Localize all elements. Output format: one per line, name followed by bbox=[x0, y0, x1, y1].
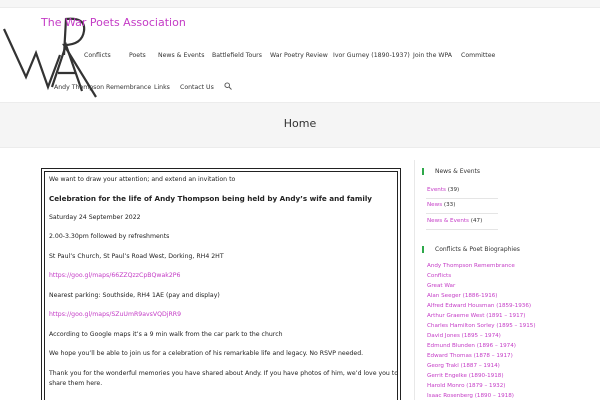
search-icon[interactable] bbox=[224, 82, 232, 90]
sidebar-item-news[interactable] bbox=[427, 202, 455, 208]
intro-text: We want to draw your attention; and extend an invitation to bbox=[49, 176, 236, 183]
nav-item-committee[interactable]: Committee bbox=[461, 52, 496, 59]
event-venue: St Paul’s Church, St Paul’s Road West, Dorking, RH4 2HT bbox=[49, 253, 224, 260]
thanks-text: Thank you for the wonderful memories you have shared about Andy. If you have photos of him, we’d love you to bbox=[49, 370, 399, 377]
nav-item-news-events[interactable]: News & Events bbox=[158, 52, 205, 59]
sidebar-link[interactable]: Great War bbox=[427, 283, 456, 289]
sidebar-link[interactable]: Conflicts bbox=[427, 273, 452, 279]
divider bbox=[426, 198, 498, 199]
nav-item-ivor-gurney[interactable]: Ivor Gurney (1890-1937) bbox=[333, 52, 410, 59]
sidebar-link[interactable]: Alan Seeger (1886-1916) bbox=[427, 293, 498, 299]
sidebar-link[interactable]: David Jones (1895 – 1974) bbox=[427, 333, 501, 339]
conflicts-widget-title: Conflicts & Poet Biographies bbox=[435, 246, 520, 253]
item-count: (39) bbox=[447, 187, 460, 193]
site-title[interactable]: The War Poets Association bbox=[41, 16, 186, 29]
divider bbox=[426, 213, 498, 214]
page-title: Home bbox=[283, 117, 317, 130]
main-nav bbox=[0, 0, 600, 100]
sidebar-link[interactable]: Andy Thompson Remembrance bbox=[427, 263, 515, 269]
venue-map-link[interactable]: https://goo.gl/maps/66ZZQzzCpBQwak2P6 bbox=[49, 272, 181, 279]
parking-info: Nearest parking: Southside, RH4 1AE (pay and display) bbox=[49, 292, 220, 299]
sidebar-item-news-events[interactable] bbox=[427, 218, 482, 224]
thanks-text-cont: share them here. bbox=[49, 380, 103, 387]
nav-item-war-poetry-review[interactable]: War Poetry Review bbox=[270, 52, 328, 59]
sidebar-item-events[interactable] bbox=[427, 187, 459, 193]
event-date: Saturday 24 September 2022 bbox=[49, 214, 141, 221]
sidebar-link[interactable]: Harold Monro (1879 – 1932) bbox=[427, 383, 506, 389]
nav-item-contact-us[interactable]: Contact Us bbox=[180, 84, 214, 91]
nav-item-andy-thompson-remembrance[interactable]: Andy Thompson Remembrance bbox=[54, 84, 152, 91]
sidebar-link[interactable]: Gerrit Engelke (1890-1918) bbox=[427, 373, 504, 379]
sidebar-link[interactable]: Alfred Edward Housman (1859-1936) bbox=[427, 303, 532, 309]
sidebar-link[interactable]: Georg Trakl (1887 – 1914) bbox=[427, 363, 500, 369]
sidebar-item-label[interactable]: Events bbox=[427, 187, 446, 193]
news-events-widget-title: News & Events bbox=[435, 168, 481, 175]
rsvp-text: We hope you’ll be able to join us for a celebration of his remarkable life and legacy. No RSVP needed. bbox=[49, 350, 364, 357]
sidebar-divider bbox=[414, 160, 415, 400]
walking-info: According to Google maps it’s a 9 min walk from the car park to the church bbox=[49, 331, 283, 338]
event-heading: Celebration for the life of Andy Thompson being held by Andy’s wife and family bbox=[49, 194, 372, 203]
sidebar-link[interactable]: Edmund Blunden (1896 – 1974) bbox=[427, 343, 516, 349]
content-inner-border bbox=[44, 171, 398, 400]
nav-item-join-the-wpa[interactable]: Join the WPA bbox=[413, 52, 453, 59]
nav-item-links[interactable]: Links bbox=[154, 84, 170, 91]
sidebar-link[interactable]: Charles Hamilton Sorley (1895 – 1915) bbox=[427, 323, 536, 329]
parking-map-link[interactable]: https://goo.gl/maps/SZuUmR9avsVQDjRR9 bbox=[49, 311, 182, 318]
item-count: (47) bbox=[470, 218, 483, 224]
sidebar-link[interactable]: Isaac Rosenberg (1890 – 1918) bbox=[427, 393, 514, 399]
divider bbox=[426, 229, 498, 230]
sidebar-item-label[interactable]: News & Events bbox=[427, 218, 469, 224]
nav-item-poets[interactable]: Poets bbox=[129, 52, 146, 59]
sidebar-link[interactable]: Edward Thomas (1878 – 1917) bbox=[427, 353, 513, 359]
event-time: 2.00-3.30pm followed by refreshments bbox=[49, 233, 170, 240]
sidebar-link[interactable]: Arthur Graeme West (1891 – 1917) bbox=[427, 313, 526, 319]
nav-item-battlefield-tours[interactable]: Battlefield Tours bbox=[212, 52, 262, 59]
item-count: (33) bbox=[443, 202, 456, 208]
nav-item-conflicts[interactable]: Conflicts bbox=[84, 52, 111, 59]
widget-accent-bar bbox=[422, 246, 424, 253]
widget-accent-bar bbox=[422, 168, 424, 175]
sidebar-item-label[interactable]: News bbox=[427, 202, 443, 208]
